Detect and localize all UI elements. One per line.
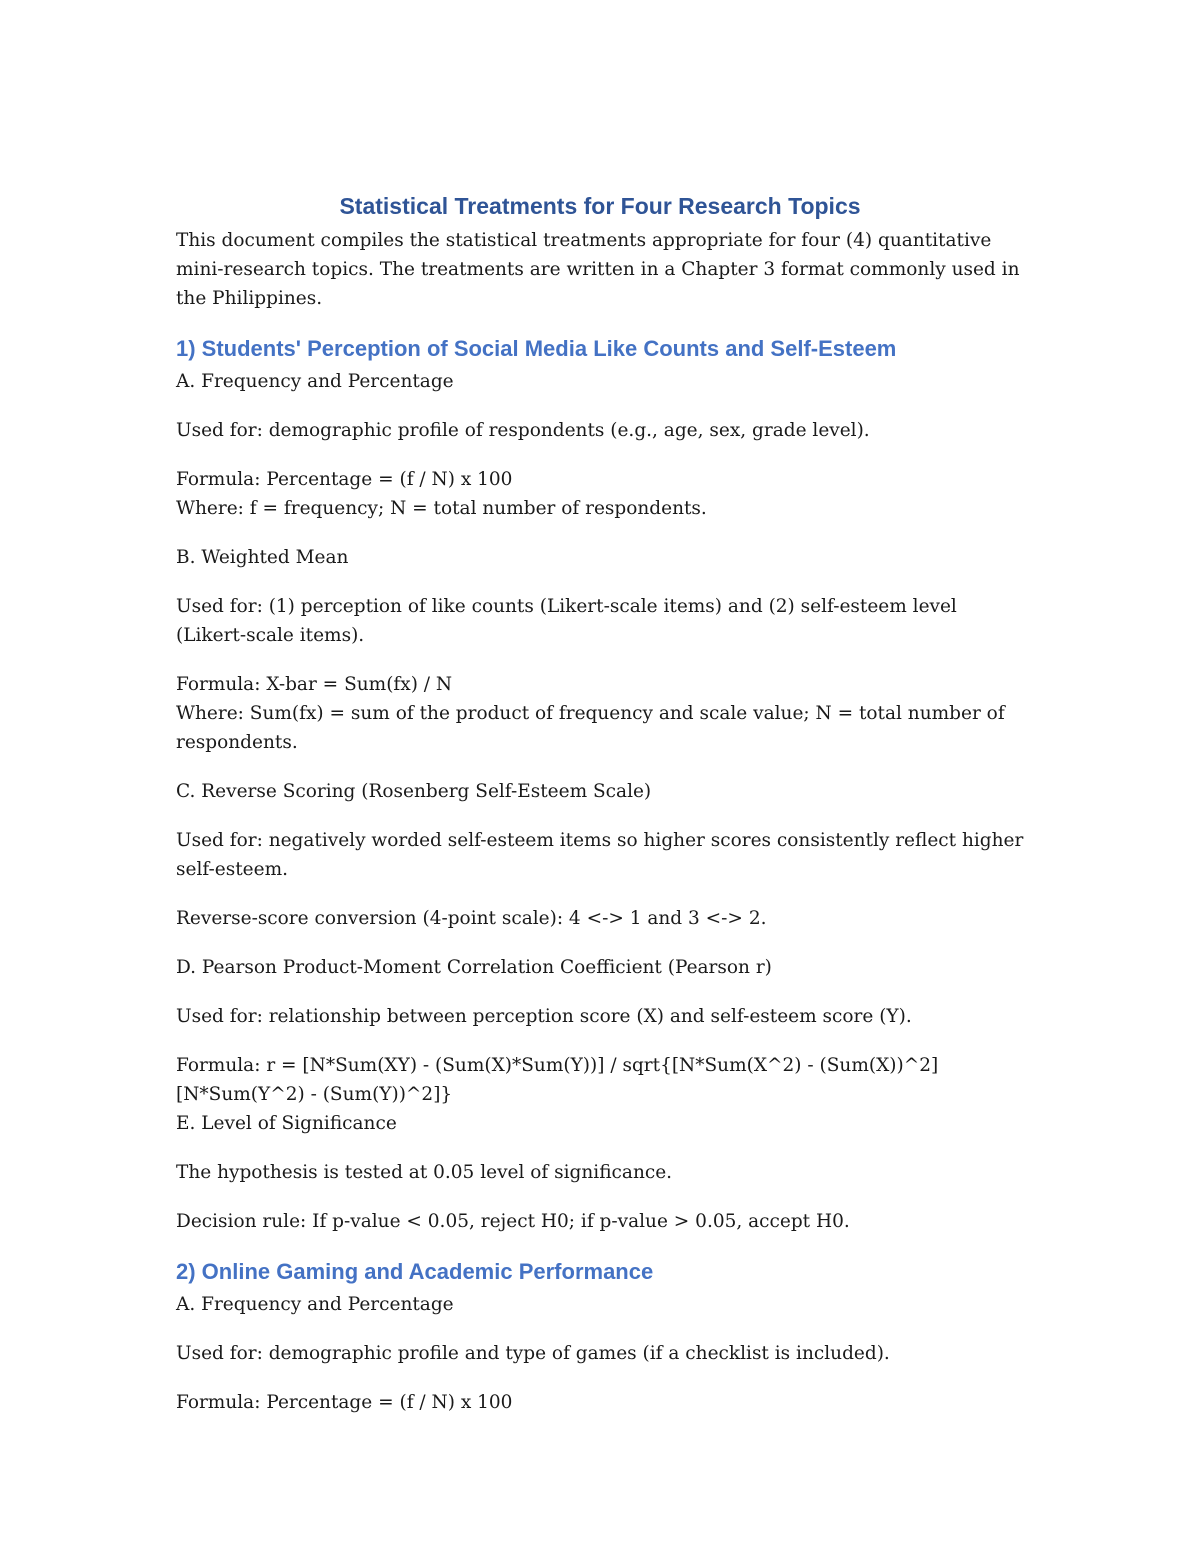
section-1: [176, 333, 1024, 1236]
s1-d-formula-line1: Formula: r = [N*Sum(XY) - (Sum(X)*Sum(Y))] / sqrt{[N*Sum(X^2) - (Sum(X))^2]: [176, 1055, 939, 1076]
s2-a-used-for: Used for: demographic profile and type of games (if a checklist is included).: [176, 1343, 890, 1364]
s1-b-formula: Formula: X-bar = Sum(fx) / N: [176, 674, 453, 695]
section-2-heading: 2) Online Gaming and Academic Performance: [176, 1259, 654, 1284]
s2-a-formula: Formula: Percentage = (f / N) x 100: [176, 1392, 513, 1413]
s1-a-title: A. Frequency and Percentage: [176, 371, 454, 392]
s1-b-title: B. Weighted Mean: [176, 547, 349, 568]
section-1-heading: 1) Students' Perception of Social Media Like Counts and Self-Esteem: [176, 336, 897, 361]
s1-a-where: Where: f = frequency; N = total number of respondents.: [176, 498, 707, 519]
s1-e-title: E. Level of Significance: [176, 1113, 397, 1134]
s1-b-where: Where: Sum(fx) = sum of the product of frequency and scale value; N = total number of respondents.: [176, 703, 1005, 753]
document-title: Statistical Treatments for Four Research Topics: [339, 193, 861, 219]
s1-d-formula-block: [176, 1051, 1024, 1109]
s1-d-formula-line2: [N*Sum(Y^2) - (Sum(Y))^2]}: [176, 1084, 453, 1105]
s1-d-title: D. Pearson Product-Moment Correlation Coefficient (Pearson r): [176, 957, 772, 978]
s1-a-formula: Formula: Percentage = (f / N) x 100: [176, 469, 513, 490]
document-intro: This document compiles the statistical treatments appropriate for four (4) quantitative mini-research topics. The treatments are written in a Chapter 3 format commonly used in the Philippines.: [176, 230, 1020, 309]
section-2: [176, 1256, 1024, 1417]
s2-a-title: A. Frequency and Percentage: [176, 1294, 454, 1315]
s1-b-formula-block: [176, 670, 1024, 757]
s1-c-title: C. Reverse Scoring (Rosenberg Self-Esteem Scale): [176, 781, 652, 802]
s1-e-hypothesis: The hypothesis is tested at 0.05 level of significance.: [176, 1162, 673, 1183]
s1-a-used-for: Used for: demographic profile of respondents (e.g., age, sex, grade level).: [176, 420, 870, 441]
document-page: [176, 190, 1024, 1437]
s1-b-used-for: Used for: (1) perception of like counts (Likert-scale items) and (2) self-esteem level (Likert-scale items).: [176, 596, 957, 646]
s1-a-formula-block: [176, 465, 1024, 523]
s1-c-used-for: Used for: negatively worded self-esteem items so higher scores consistently reflect higher self-esteem.: [176, 830, 1024, 880]
s1-e-decision: Decision rule: If p-value < 0.05, reject H0; if p-value > 0.05, accept H0.: [176, 1211, 850, 1232]
s1-d-used-for: Used for: relationship between perception score (X) and self-esteem score (Y).: [176, 1006, 912, 1027]
s1-c-conversion: Reverse-score conversion (4-point scale): 4 <-> 1 and 3 <-> 2.: [176, 908, 767, 929]
